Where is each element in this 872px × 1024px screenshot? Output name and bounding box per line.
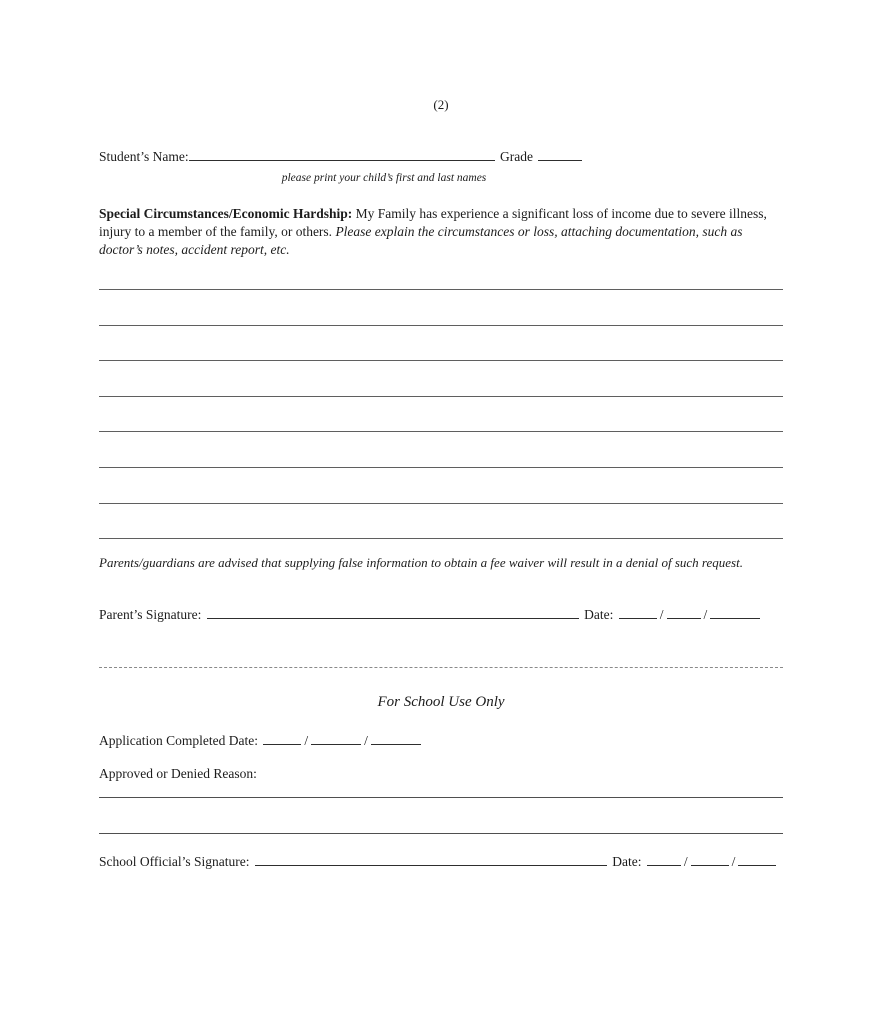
student-name-label: Student’s Name: [99, 149, 189, 164]
writing-line [99, 467, 783, 503]
official-date-day-field [691, 854, 729, 866]
parent-signature-field [207, 607, 579, 619]
grade-field [538, 149, 582, 161]
writing-lines [99, 289, 783, 574]
student-name-field [189, 149, 495, 161]
name-caption: please print your child’s first and last names [281, 172, 487, 184]
reason-label: Approved or Denied Reason: [99, 766, 257, 781]
writing-line [99, 325, 783, 361]
date-slash: / [364, 733, 368, 748]
parent-date-day-field [667, 607, 701, 619]
page-number: (2) [433, 97, 449, 112]
hardship-heading: Special Circumstances/Economic Hardship: [99, 206, 353, 221]
official-signature-field [255, 854, 607, 866]
parent-signature-label: Parent’s Signature: [99, 607, 202, 622]
advisory-note: Parents/guardians are advised that supplying false information to obtain a fee waiver will result in a denial of such request. [99, 555, 743, 570]
parent-date-label: Date: [584, 607, 614, 622]
official-date-label: Date: [612, 854, 642, 869]
date-slash: / [683, 854, 688, 869]
writing-line [99, 360, 783, 396]
writing-line [99, 503, 783, 539]
date-slash: / [731, 854, 736, 869]
official-date-year-field [738, 854, 776, 866]
parent-signature-row [99, 607, 783, 623]
application-date-label: Application Completed Date: [99, 733, 258, 748]
application-date-day-field [311, 733, 361, 745]
date-slash: / [304, 733, 309, 748]
date-slash: / [659, 607, 664, 622]
reason-line [99, 797, 783, 833]
parent-date-year-field [710, 607, 760, 619]
application-date-row [99, 733, 783, 749]
school-use-title: For School Use Only [377, 694, 505, 710]
parent-date-month-field [619, 607, 657, 619]
hardship-body: My Family has experience a significant loss of income due to severe illness, injury to a member of the family, or others. [99, 206, 767, 239]
date-slash: / [703, 607, 708, 622]
hardship-note: Please explain the circumstances or loss, attaching documentation, such as doctor’s notes, accident report, etc. [99, 224, 743, 257]
student-name-row [99, 149, 783, 165]
official-signature-label: School Official’s Signature: [99, 854, 250, 869]
hardship-paragraph [99, 205, 783, 259]
writing-line [99, 289, 783, 325]
section-divider-dashed [99, 667, 783, 668]
application-date-year-field [371, 733, 421, 745]
application-date-month-field [263, 733, 301, 745]
writing-line [99, 396, 783, 432]
official-date-month-field [647, 854, 681, 866]
writing-line [99, 431, 783, 467]
official-signature-row [99, 854, 783, 870]
grade-label: Grade [500, 149, 533, 164]
